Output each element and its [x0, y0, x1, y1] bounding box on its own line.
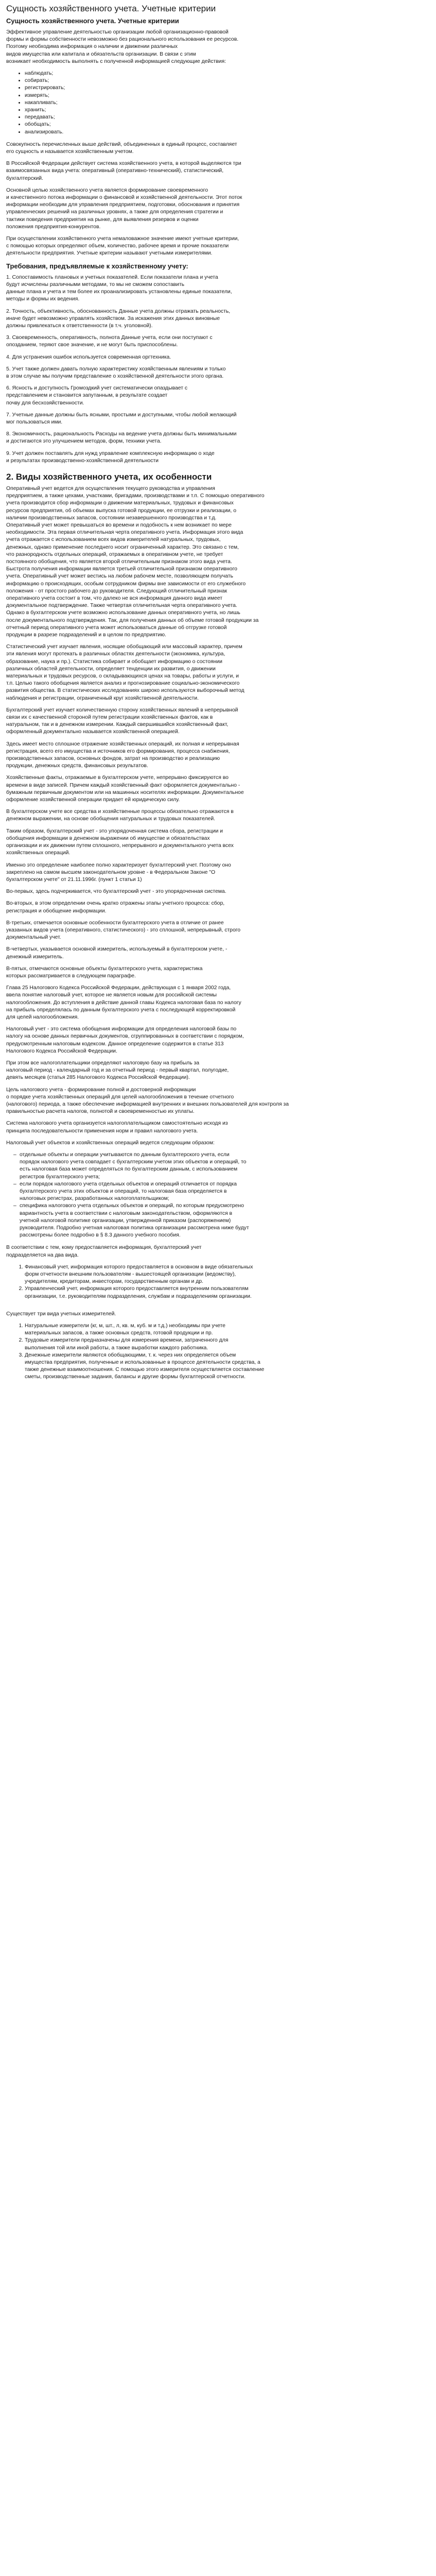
paragraph-tax-goal: Цель налогового учета - формирование полной и достоверной информации о порядке учета хозяйственных операций для целей налогообложения в течение отчетного (налогового) периода, а также обеспечение информацией внутренних и внешних пользователей для контроля за правильностью расчета налогов, полнотой и своевременностью их уплаты. — [6, 1087, 289, 1115]
paragraph-tax-accounting: Налоговый учет - это система обобщения информации для определения налоговой базы по налогу на основе данных первичных документов, сгруппированных в соответствии с порядком, предусмотренным налоговым кодексом. Данное определение содержится в статье 313 Налогового Кодекса Российской Федерации. — [6, 1026, 244, 1054]
paragraph-first: Во-первых, здесь подчеркивается, что бухгалтерский учет - это упорядоченная система. — [6, 889, 226, 895]
spacer — [6, 1306, 430, 1311]
list-item: 2. Трудовые измерители предназначены для измерения времени, затраченного для выполнения той или иной работы, а также выработки каждого работника. — [25, 1337, 430, 1351]
requirement-item: 5. Учет также должен давать полную характеристику хозяйственным явлениям и только в этом случае мы получим представление о хозяйственной деятельности этого органа. — [6, 366, 226, 379]
requirement-item: 4. Для устранения ошибок используется современная оргтехника. — [6, 354, 171, 360]
list-item: • хранить; — [25, 107, 430, 114]
list-item: – отдельные объекты и операции учитываются по данным бухгалтерского учета, если порядок налогового учета совпадает с бухгалтерским учетом этих объектов и операций, то есть налоговая база может определяться по бухгалтерским данным, с использованием регистров бухгалтерского учета; — [14, 1151, 430, 1181]
requirement-item: 2. Точность, объективность, обоснованность Данные учета должны отражать реальность, иначе будет невозможно управлять хозяйством. За искажения этих данных виновные должны привлекаться к ответственности (в т.ч. уголовной). — [6, 308, 231, 329]
requirement-item: 6. Ясность и доступность Громоздкий учет систематически опаздывает с представлением и становится запутанным, в результате создает почву для бесхозяйственности. — [6, 385, 188, 406]
section-subtitle: Сущность хозяйственного учета. Учетные критерии — [6, 17, 179, 25]
tax-rules-list — [6, 1151, 430, 1239]
requirement-item: 9. Учет должен поставлять для нужд управление комплексную информацию о ходе и результатах производственно-хозяйственной деятельности — [6, 450, 215, 464]
list-item: • накапливать; — [25, 99, 430, 107]
paragraph-here: Здесь имеет место сплошное отражение хозяйственных операций, их полная и непрерывная регистрация, всего его имущества и источников его формирования, процесса снабжения, производственных запасов, основных фондов, затрат на производство и реализацию продукции, денежных средств, финансовых результатов. — [6, 741, 239, 769]
list-item: • наблюдать; — [25, 70, 430, 77]
paragraph-tax-period: При этом все налогоплательщики определяют налоговую базу на прибыль за налоговый период - календарный год и за отчетный период - первый квартал, полугодие, девять месяцев (статья 285 Налогового Кодекса Российской Федерации). — [6, 1060, 229, 1081]
paragraph-monetary: В бухгалтерском учете все средства и хозяйственные процессы обязательно отражаются в денежном выражении, на основе обобщения натуральных и трудовых показателей. — [6, 809, 234, 822]
paragraph-facts: Хозяйственные факты, отражаемые в бухгалтерском учете, непрерывно фиксируются во времени в виде записей. Причем каждый хозяйственный факт оформляется документально - бумажным первичным документом или на машинных носителях информации. Документальное оформление хозяйственной операции придает ей юридическую силу. — [6, 775, 244, 803]
list-item: • анализировать. — [25, 129, 430, 136]
paragraph-statistical: Статистический учет изучает явления, носящие обобщающий или массовый характер, причем эти явления могут протекать в различных областях деятельности (экономика, культура, образование, наука и пр.). Статистика собирает и обобщает информацию о состоянии различных областей деятельности, определяет тенденции их развития, о движении материальных и трудовых ресурсов, о складывающихся ценах на товары, работы и услуги, и т.п. Целью такого обобщения является анализ и прогнозирование социально-экономического развития общества. В статистических исследованиях широко используются выборочный метод наблюдения и регистрации, ограниченный круг хозяйственной деятельности. — [6, 644, 245, 701]
paragraph-fourth: В-четвертых, указывается основной измеритель, используемый в бухгалтерском учете, - денежный измеритель. — [6, 946, 228, 960]
list-item: • регистрировать; — [25, 84, 430, 92]
paragraph-accounting: Бухгалтерский учет изучает количественную сторону хозяйственных явлений в непрерывной связи их с качественной стороной путем регистрации хозяйственных фактов, как в натуральном, так и в денежном измерении. Каждый свершившийся хозяйственный факт, оформленный документально называется хозяйственной операцией. — [6, 707, 238, 735]
paragraph-tax-system: Система налогового учета организуется налогоплательщиком самостоятельно исходя из принципа последовательности применения норм и правил налогового учета. — [6, 1121, 228, 1134]
paragraph-definition: Именно это определение наиболее полно характеризует бухгалтерский учет. Поэтому оно закреплено на самом высшем законодательном уровне - в Федеральном Законе "О бухгалтерском учете" от 21.11.1996г. (пункт 1 статьи 1) — [6, 862, 231, 883]
intro-paragraph: Эффективное управление деятельностью организации любой организационно-правовой формы и формы собственности невозможно без рационального использования ее ресурсов. Поэтому необходима информация о наличии и движении различных видов имущества или капитала и обязательств организации. В связи с этим возникает необходимость выполнять с полученной информацией следующие действия: — [6, 29, 239, 64]
paragraph-operative: Оперативный учет ведется для осуществления текущего руководства и управления предприятием, а также цехами, участками, бригадами, производствами и т.п. С помощью оперативного учета производится сбор информации о движении материальных, трудовых и финансовых ресурсов предприятия, об объемах выпуска готовой продукции, ее отгрузки и реализации, о наличии производственных запасов, состоянии незавершенного производства и т.д. Оперативный учет может превышаться во времени и подобность к нем возникает по мере необходимости. Эта первая отличительная черта оперативного учета. Информация этого вида учета отражается с использованием всех видов измерителей натуральных, трудовых, денежных, однако применение последнего носит ограниченный характер. Это связано с тем, что разнородность отдельных операций, отражаемых в оперативном учете, не требует постоянного обобщения, что является второй отличительным признаком этого вида учета. Быстрота получения информации является третьей отличительной признаком оперативного учета. Оперативный учет может вестись на любом рабочем месте, позволяющем получать информацию о происходящих, особым сотрудником фирмы вне зависимости от его служебного положения - от простого рабочего до руководителя. Следующий отличительный признак оперативного учета состоит в том, что далеко не вся информация данного вида имеет документальное подтверждение. Также четвертая отличительная черта оперативного учета. Однако в бухгалтерском учете возможно использование данных оперативного учета, но лишь после документального подтверждения. Так, для получения данных об объеме готовой продукции за отчетный период оперативного учета может использоваться данные об отгрузке готовой продукции в разрезе подразделений и в целом по предприятию. — [6, 485, 265, 638]
paragraph-main-goal: Основной целью хозяйственного учета является формирование своевременного и качественного потока информации о финансовой и хозяйственной деятельности. Этот поток информации необходим для управления предприятием, подготовки, обоснования и принятия управленческих решений на различных уровнях, а также для определения стратегии и тактики поведения предприятия на рынке, для выявления резервов и оценки положения предприятия-конкурентов. — [6, 187, 242, 230]
paragraph-second: Во-вторых, в этом определении очень кратко отражены этапы учетного процесса: сбор, регистрация и обобщение информации. — [6, 901, 225, 914]
paragraph-sovokupnost: Совокупность перечисленных выше действий, объединенных в единый процесс, составляет его сущность и называется хозяйственным учетом. — [6, 141, 237, 155]
requirement-item: 8. Экономичность, рациональность Расходы на ведение учета должны быть минимальными и достигаются это улучшением методов, форм, техники учета. — [6, 431, 237, 445]
list-item: • обобщать; — [25, 121, 430, 128]
paragraph-tax-objects: Налоговый учет объектов и хозяйственных операций ведется следующим образом: — [6, 1140, 215, 1146]
paragraph-chapter25: Глава 25 Налогового Кодекса Российской Федерации, действующая с 1 января 2002 года, ввела понятие налоговый учет, которое не является новым для российской системы налогообложения. До вступления в действие данной главы Кодекса налоговая база по налогу на прибыль определялась по данным бухгалтерского учета с последующей корректировкой для целей налогообложения. — [6, 985, 241, 1020]
paragraph-thus: Таким образом, бухгалтерский учет - это упорядоченная система сбора, регистрации и обобщения информации в денежном выражении об имуществе и обязательствах организации и их движении путем сплошного, непрерывного и документального учета всех хозяйственных операций. — [6, 828, 234, 856]
section-heading-kinds: 2. Виды хозяйственного учета, их особенности — [6, 471, 212, 482]
paragraph-third: В-третьих, отмечается основные особенности бухгалтерского учета в отличие от ранее указанных видов учета (оперативного, статистического) - это сплошной, непрерывный, строго документальный учет. — [6, 920, 241, 941]
accounting-kinds-list — [6, 1264, 430, 1300]
requirement-item: 3. Своевременность, оперативность, полнота Данные учета, если они поступают с опозданием, теряют свое значение, и не могут быть приспособлены. — [6, 335, 213, 348]
requirement-item: 1. Сопоставимость плановых и учетных показателей. Если показатели плана и учета будут исчислены различными методами, то мы не сможем сопоставить данные плана и учета и тем более их проанализировать установлены единые показатели, методы и формы их ведения. — [6, 274, 232, 302]
list-item: 2. Управленческий учет, информация которого предоставляется внутренним пользователям организации, т.е. руководителям подразделения, службам и подразделениям организации. — [25, 1285, 430, 1300]
list-item: 1. Финансовый учет, информация которого предоставляется в основном в виде обязательных форм отчетности внешним пользователям - вышестоящей организации (ведомству), учредителям, кредиторам, инвесторам, государственным органам и др. — [25, 1264, 430, 1286]
paragraph-criteria: При осуществлении хозяйственного учета немаловажное значение имеют учетные критерии, с помощью которых определяют объем, количество, рабочее время и прочие показатели деятельности предприятия. Учетные критерии называют учетными измерителями. — [6, 236, 239, 257]
list-item: 3. Денежные измерители являются обобщающими, т. к. через них определяется объем имущества предприятия, полученные и использованные в процессе деятельности средства, а также денежные взаимоотношения. С помощью этого измерителя осуществляется составление сметы, производственные задания, балансы и другие формы бухгалтерской отчетности. — [25, 1352, 430, 1381]
actions-list — [6, 70, 430, 136]
requirements-heading: Требования, предъявляемые к хозяйственному учету: — [6, 262, 188, 270]
list-item: 1. Натуральные измерители (кг, м, шт., л, кв. м, куб. м и т.д.) необходимы при учете материальных запасов, а также основных средств, готовой продукции и пр. — [25, 1323, 430, 1337]
list-item: • собирать; — [25, 77, 430, 84]
list-item: • измерять; — [25, 92, 430, 99]
requirement-item: 7. Учетные данные должны быть ясными, простыми и доступными, чтобы любой желающий мог пользоваться ими. — [6, 412, 237, 425]
page-title: Сущность хозяйственного учета. Учетные критерии — [6, 4, 216, 13]
list-item: • передавать; — [25, 114, 430, 121]
paragraph-fifth: В-пятых, отмечаются основные объекты бухгалтерского учета, характеристика которых рассматривается в следующем параграфе. — [6, 965, 203, 979]
paragraph-meters-intro: Существует три вида учетных измерителей. — [6, 1311, 116, 1317]
paragraph-rf: В Российской Федерации действует система хозяйственного учета, в которой выделяются три взаимосвязанных вида учета: оперативный (оперативно-технический), статистический, бухгалтерский. — [6, 161, 241, 181]
paragraph-accounting-kinds: В соответствии с тем, кому предоставляется информация, бухгалтерский учет подразделяется на два вида. — [6, 1245, 202, 1258]
list-item: – если порядок налогового учета отдельных объектов и операций отличается от порядка бухгалтерского учета этих объектов и операций, то налоговая база определяется в налоговых регистрах, разработанных налогоплательщиком; — [14, 1181, 430, 1203]
meters-list — [6, 1323, 430, 1381]
list-item: – специфика налогового учета отдельных объектов и операций, по которым предусмотрено вариантность учета в соответствии с налоговым законодательством, оформляются в учетной налоговой политике организации, утвержденной приказом (распоряжением) руководителя. Подробно учетная налоговая политика организации рассмотрена ниже будут рассмотрены более подробно в § 8.3 данного учебного пособия. — [14, 1202, 430, 1239]
